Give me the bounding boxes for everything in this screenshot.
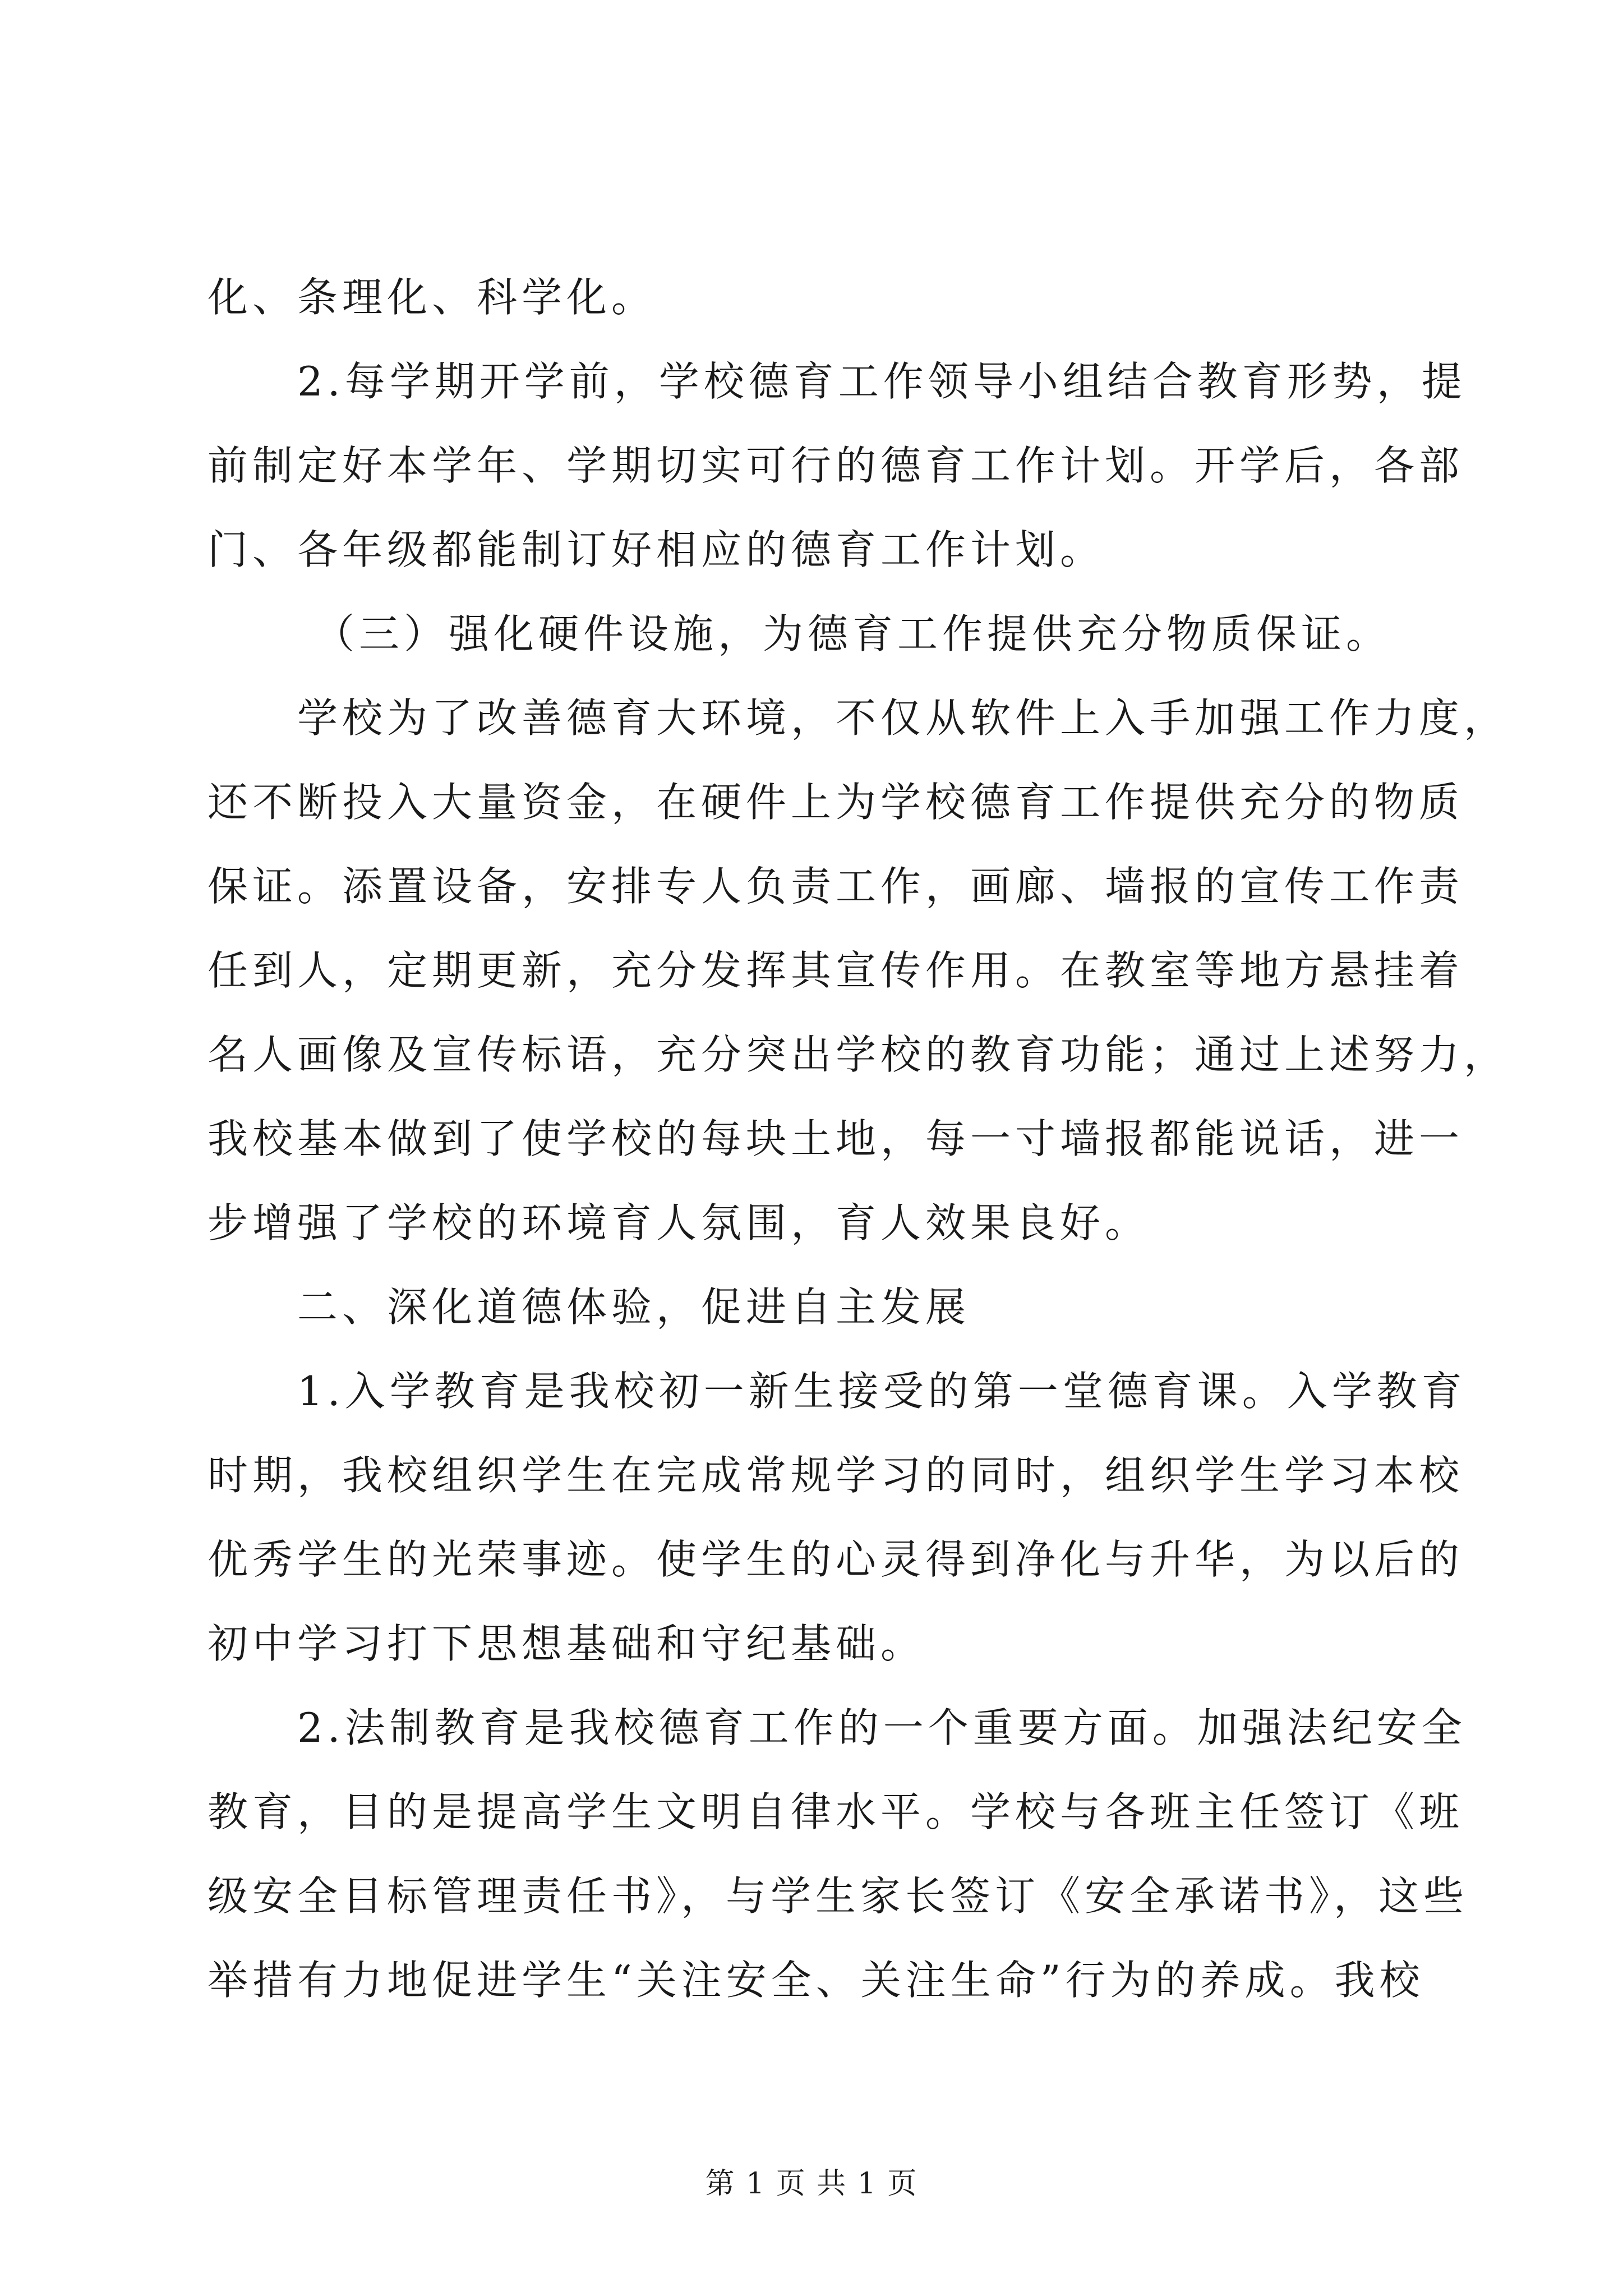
section-heading: （三）强化硬件设施，为德育工作提供充分物质保证。 (314, 610, 1391, 657)
text-line: 优秀学生的光荣事迹。使学生的心灵得到净化与升华，为以后的 (208, 1536, 1464, 1583)
text-line: 级安全目标管理责任书》，与学生家长签订《安全承诺书》，这些 (208, 1872, 1469, 1920)
text-line: 2.法制教育是我校德育工作的一个重要方面。加强法纪安全 (297, 1704, 1467, 1751)
page-number-footer: 第 1 页 共 1 页 (705, 2167, 918, 2201)
text-line: 学校为了改善德育大环境，不仅从软件上入手加强工作力度， (297, 694, 1509, 742)
section-heading: 二、深化道德体验，促进自主发展 (297, 1283, 971, 1331)
text-line: 前制定好本学年、学期切实可行的德育工作计划。开学后，各部 (208, 442, 1464, 489)
text-line: 化、条理化、科学化。 (208, 274, 657, 321)
text-line: 我校基本做到了使学校的每块土地，每一寸墙报都能说话，进一 (208, 1115, 1464, 1162)
text-line: 名人画像及宣传标语，充分突出学校的教育功能；通过上述努力， (208, 1031, 1509, 1078)
text-line: 时期，我校组织学生在完成常规学习的同时，组织学生学习本校 (208, 1452, 1464, 1499)
document-body (208, 255, 1509, 2022)
text-line: 教育，目的是提高学生文明自律水平。学校与各班主任签订《班 (208, 1788, 1464, 1835)
text-line: 1.入学教育是我校初一新生接受的第一堂德育课。入学教育 (297, 1368, 1467, 1415)
text-line: 步增强了学校的环境育人氛围，育人效果良好。 (208, 1199, 1150, 1246)
text-line: 举措有力地促进学生“关注安全、关注生命”行为的养成。我校 (208, 1957, 1424, 2004)
text-line: 保证。添置设备，安排专人负责工作，画廊、墙报的宣传工作责 (208, 863, 1464, 910)
text-line: 门、各年级都能制订好相应的德育工作计划。 (208, 526, 1105, 573)
text-line: 任到人，定期更新，充分发挥其宣传作用。在教室等地方悬挂着 (208, 947, 1464, 994)
text-line: 2.每学期开学前，学校德育工作领导小组结合教育形势，提 (297, 358, 1467, 405)
text-line: 初中学习打下思想基础和守纪基础。 (208, 1620, 926, 1667)
text-line: 还不断投入大量资金，在硬件上为学校德育工作提供充分的物质 (208, 779, 1464, 826)
